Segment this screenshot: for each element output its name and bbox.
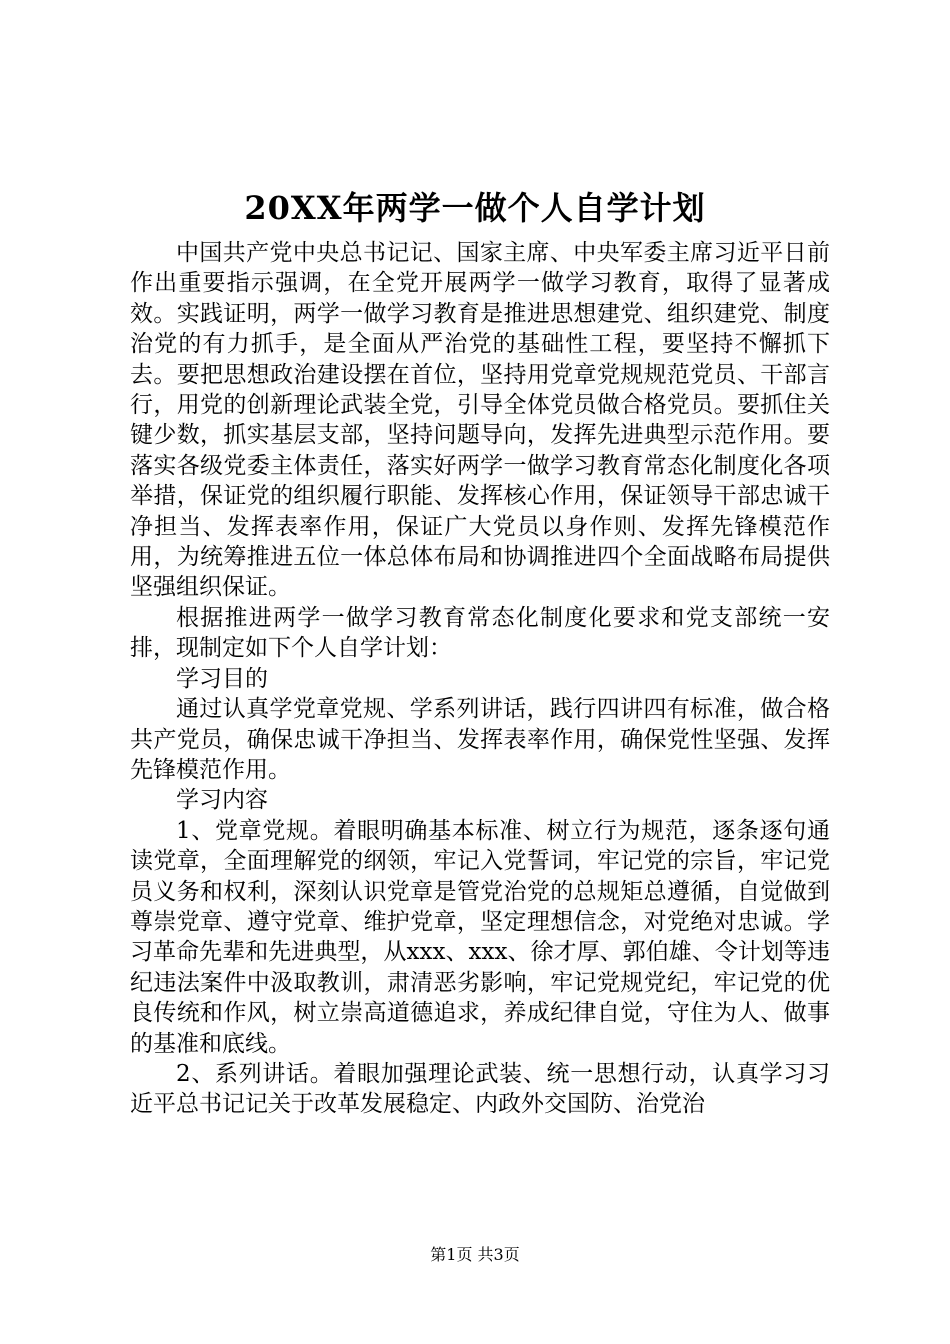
paragraph-intro: 中国共产党中央总书记记、国家主席、中央军委主席习近平日前作出重要指示强调，在全党开展两学一做学习教育，取得了显著成效。实践证明，两学一做学习教育是推进思想建党、组织建党、制度治党的有力抓手，是全面从严治党的基础性工程，要坚持不懈抓下去。要把思想政治建设摆在首位，坚持用党章党规规范党员、干部言行，用党的创新理论武装全党，引导全体党员做合格党员。要抓住关键少数，抓实基层支部，坚持问题导向，发挥先进典型示范作用。要落实各级党委主体责任，落实好两学一做学习教育常态化制度化各项举措，保证党的组织履行职能、发挥核心作用，保证领导干部忠诚干净担当、发挥表率作用，保证广大党员以身作则、发挥先锋模范作用，为统筹推进五位一体总体布局和协调推进四个全面战略布局提供坚强组织保证。 [130,240,830,601]
paragraph-purpose: 通过认真学党章党规、学系列讲话，践行四讲四有标准，做合格共产党员，确保忠诚干净担当、发挥表率作用，确保党性坚强、发挥先锋模范作用。 [130,696,830,783]
paragraph-content-2: 2、系列讲话。着眼加强理论武装、统一思想行动，认真学习习近平总书记记关于改革发展稳定、内政外交国防、治党治 [130,1060,830,1118]
paragraph-content-1: 1、党章党规。着眼明确基本标准、树立行为规范，逐条逐句通读党章，全面理解党的纲领，牢记入党誓词，牢记党的宗旨，牢记党员义务和权利，深刻认识党章是管党治党的总规矩总遵循，自觉做到尊崇党章、遵守党章、维护党章，坚定理想信念，对党绝对忠诚。学习革命先辈和先进典型，从xxx、xxx、徐才厚、郭伯雄、令计划等违纪违法案件中汲取教训，肃清恶劣影响，牢记党规党纪，牢记党的优良传统和作风，树立崇高道德追求，养成纪律自觉，守住为人、做事的基准和底线。 [130,817,830,1057]
document-body [130,238,830,1120]
section-heading-content: 学习内容 [176,787,268,814]
page-number-footer: 第1页 共3页 [430,1245,520,1264]
section-heading-purpose: 学习目的 [176,665,268,692]
document-title: 20XX年两学一做个人自学计划 [244,189,706,227]
paragraph-plan-basis: 根据推进两学一做学习教育常态化制度化要求和党支部统一安排，现制定如下个人自学计划： [130,604,830,662]
